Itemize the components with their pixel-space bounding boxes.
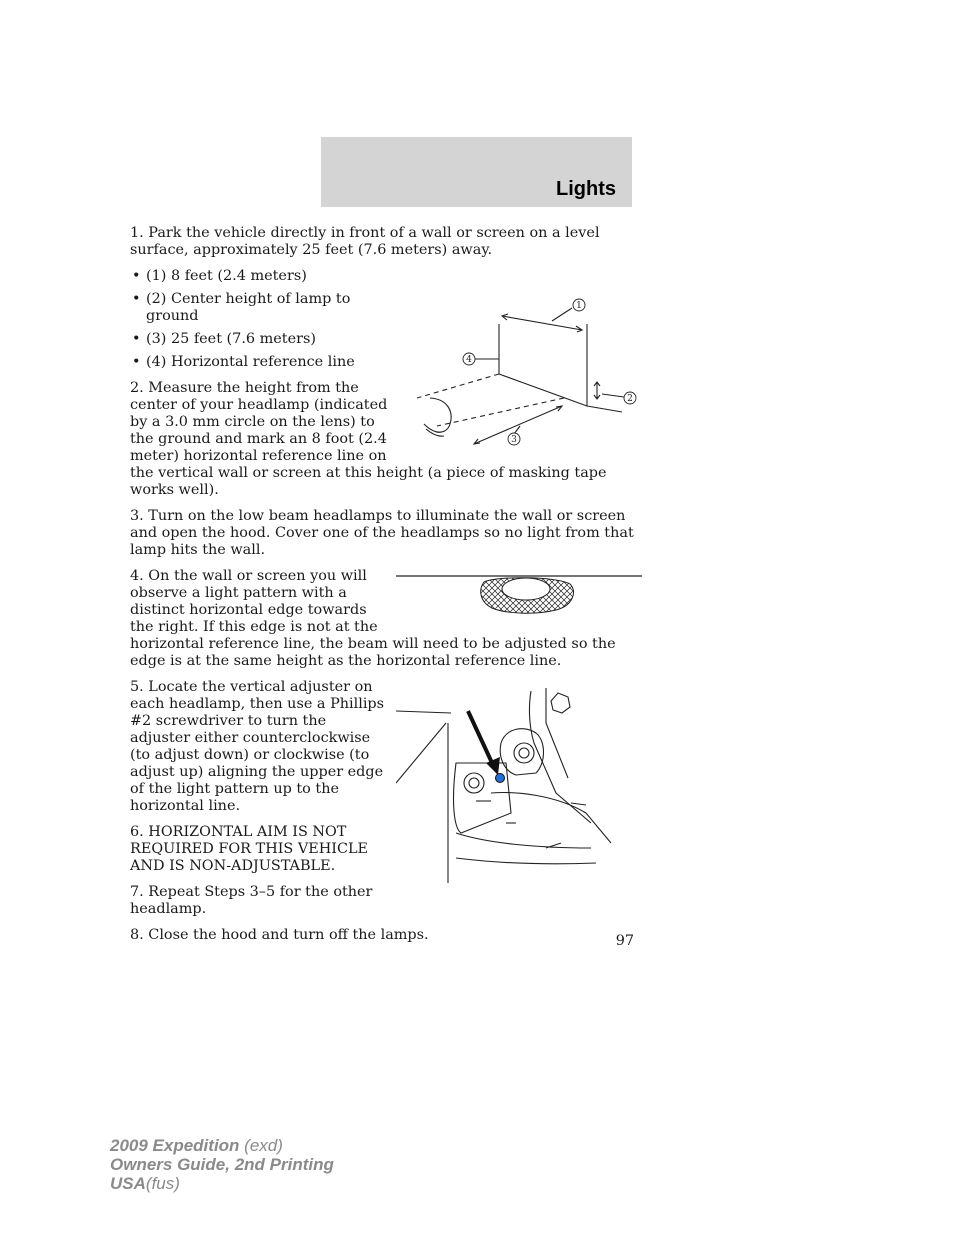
list-item: • (1) 8 feet (2.4 meters)	[130, 268, 634, 285]
footer-printing: Owners Guide, 2nd Printing	[110, 1155, 334, 1174]
callout-4: 4	[466, 355, 472, 365]
step-8: 8. Close the hood and turn off the lamps.	[130, 927, 429, 943]
step-3: 3. Turn on the low beam headlamps to illuminate the wall or screen and open the hood. Cover one of the headlamps so no light from that lamp hits the wall.	[130, 508, 634, 558]
footer-market: USA	[110, 1174, 146, 1193]
list-item: • (3) 25 feet (7.6 meters)	[130, 331, 634, 348]
step-5: 5. Locate the vertical adjuster on each headlamp, then use a Phillips #2 screwdriver to turn the adjuster either counterclockwise (to adjust down) or clockwise (to adjust up) aligning the upper edge of the light pattern up to the horizontal line.	[130, 679, 385, 814]
footer-market-code: (fus)	[145, 1174, 180, 1193]
step-6: 6. HORIZONTAL AIM IS NOT REQUIRED FOR THIS VEHICLE AND IS NON-ADJUSTABLE.	[130, 824, 369, 874]
section-header-band	[321, 137, 632, 207]
page-number: 97	[615, 933, 634, 949]
footer-model: 2009 Expedition	[110, 1136, 240, 1155]
list-item: • (4) Horizontal reference line	[130, 354, 634, 371]
step-2: 2. Measure the height from the center of your headlamp (indicated by a 3.0 mm circle on the lens) to the ground and mark an 8 foot (2.4 meter) horizontal reference line on the vertical wall or screen at this height (a piece of masking tape works well).	[130, 380, 607, 498]
callout-1: 1	[576, 301, 582, 311]
beam-pattern-diagram	[396, 570, 642, 620]
step-7: 7. Repeat Steps 3–5 for the other headlamp.	[130, 884, 373, 917]
adjuster-diagram-svg	[396, 683, 626, 883]
beam-pattern-svg	[396, 570, 642, 620]
page-content	[130, 225, 634, 953]
step-1: 1. Park the vehicle directly in front of a wall or screen on a level surface, approximately 25 feet (7.6 meters) away.	[130, 225, 600, 258]
document-footer	[110, 1136, 334, 1193]
callout-2: 2	[627, 394, 633, 404]
step-4: 4. On the wall or screen you will observe a light pattern with a distinct horizontal edge towards the right. If this edge is not at the horizontal reference line, the beam will need to be adjusted so the edge is at the same height as the horizontal reference line.	[130, 568, 616, 669]
measurement-list	[130, 268, 634, 371]
list-item: • (2) Center height of lamp to ground	[130, 291, 634, 325]
section-title: Lights	[556, 178, 616, 200]
callout-3: 3	[511, 435, 517, 445]
headlamp-adjuster-diagram	[396, 683, 626, 883]
footer-model-code: (exd)	[244, 1136, 283, 1155]
